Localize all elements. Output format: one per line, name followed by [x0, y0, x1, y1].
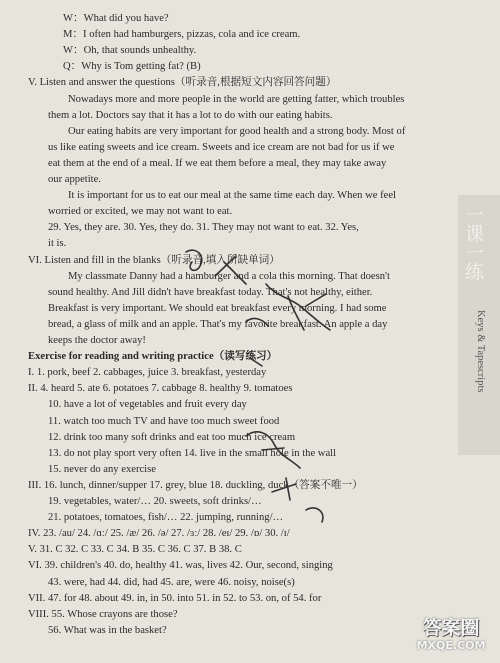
text-line: II. 4. heard 5. ate 6. potatoes 7. cabbage 8. healthy 9. tomatoes — [28, 383, 293, 395]
text-line: VI. 39. children's 40. do, healthy 41. was, lives 42. Our, second, singing — [28, 560, 333, 572]
text-line: VI. Listen and fill in the blanks（听录音,填入所缺单词） — [28, 254, 280, 266]
text-line: III. 16. lunch, dinner/supper 17. grey, blue 18. duckling, duck（答案不唯一） — [28, 479, 363, 491]
text-line: W：Oh, that sounds unhealthy. — [63, 45, 197, 57]
text-line: My classmate Danny had a hamburger and a cola this morning. That doesn't — [68, 270, 390, 282]
text-line: us like eating sweets and ice cream. Sweets and ice cream are not bad for us if we — [48, 141, 395, 153]
side-tab-subtitle: Keys & Tapescripts — [475, 310, 486, 393]
text-line: It is important for us to eat our meal at the same time each day. When we feel — [68, 190, 396, 202]
text-line: V. 31. C 32. C 33. C 34. B 35. C 36. C 37. B 38. C — [28, 544, 242, 556]
text-line: them a lot. Doctors say that it has a lot to do with our eating habits. — [48, 109, 333, 121]
text-line: keeps the doctor away! — [48, 335, 146, 346]
text-line: Breakfast is very important. We should eat breakfast every morning. I had some — [48, 302, 387, 314]
text-line: 21. potatoes, tomatoes, fish/… 22. jumping, running/… — [48, 512, 284, 524]
text-line: 11. watch too much TV and have too much sweet food — [48, 415, 280, 427]
text-line: 13. do not play sport very often 14. live in the small hole in the wall — [48, 447, 337, 459]
text-line: our appetite. — [48, 174, 101, 185]
text-line: it is. — [48, 238, 67, 250]
text-line: 10. have a lot of vegetables and fruit every day — [48, 399, 247, 411]
text-line: VII. 47. for 48. about 49. in, in 50. into 51. in 52. to 53. on, of 54. for — [28, 592, 322, 604]
text-line: I. 1. pork, beef 2. cabbages, juice 3. breakfast, yesterday — [28, 367, 267, 379]
text-line: 56. What was in the basket? — [48, 624, 167, 636]
text-line: bread, a glass of milk and an apple. That's my favorite breakfast. An apple a day — [48, 318, 388, 330]
text-line: M：I often had hamburgers, pizzas, cola and ice cream. — [63, 29, 301, 41]
text-line: Exercise for reading and writing practice（读写练习） — [28, 351, 278, 363]
watermark-logo — [408, 613, 494, 657]
text-line: 29. Yes, they are. 30. Yes, they do. 31. They may not want to eat. 32. Yes, — [48, 222, 359, 234]
text-line: sound healthy. And Jill didn't have breakfast today. That's not healthy, either. — [48, 286, 373, 298]
text-line: 12. drink too many soft drinks and eat too much ice cream — [48, 431, 296, 443]
side-tab — [458, 195, 500, 455]
text-line: 43. were, had 44. did, had 45. are, were 46. noisy, noise(s) — [48, 576, 295, 588]
watermark-logo-url: MXQE.COM — [416, 639, 486, 652]
text-line: V. Listen and answer the questions（听录音,根据短文内容回答问题） — [28, 77, 337, 89]
text-line: IV. 23. /au/ 24. /ɑː/ 25. /æ/ 26. /ə/ 27. /ɜː/ 28. /eɪ/ 29. /ɒ/ 30. /ɪ/ — [28, 528, 290, 540]
text-line: worried or excited, we may not want to eat. — [48, 206, 233, 218]
watermark-logo-cjk: 答案圈 — [422, 617, 480, 639]
text-line: 19. vegetables, water/… 20. sweets, soft drinks/… — [48, 496, 262, 507]
text-line: Our eating habits are very important for good health and a strong body. Most of — [68, 125, 406, 137]
text-line: W：What did you have? — [63, 13, 169, 24]
text-line: eat them at the end of a meal. If we eat them before a meal, they may take away — [48, 157, 387, 169]
text-line: Nowadays more and more people in the world are getting fatter, which troubles — [68, 93, 405, 105]
text-line: Q：Why is Tom getting fat? (B) — [63, 61, 201, 73]
text-line: VIII. 55. Whose crayons are those? — [28, 608, 178, 620]
side-tab-title: 一课一练 — [462, 205, 484, 281]
text-line: 15. never do any exercise — [48, 463, 156, 475]
